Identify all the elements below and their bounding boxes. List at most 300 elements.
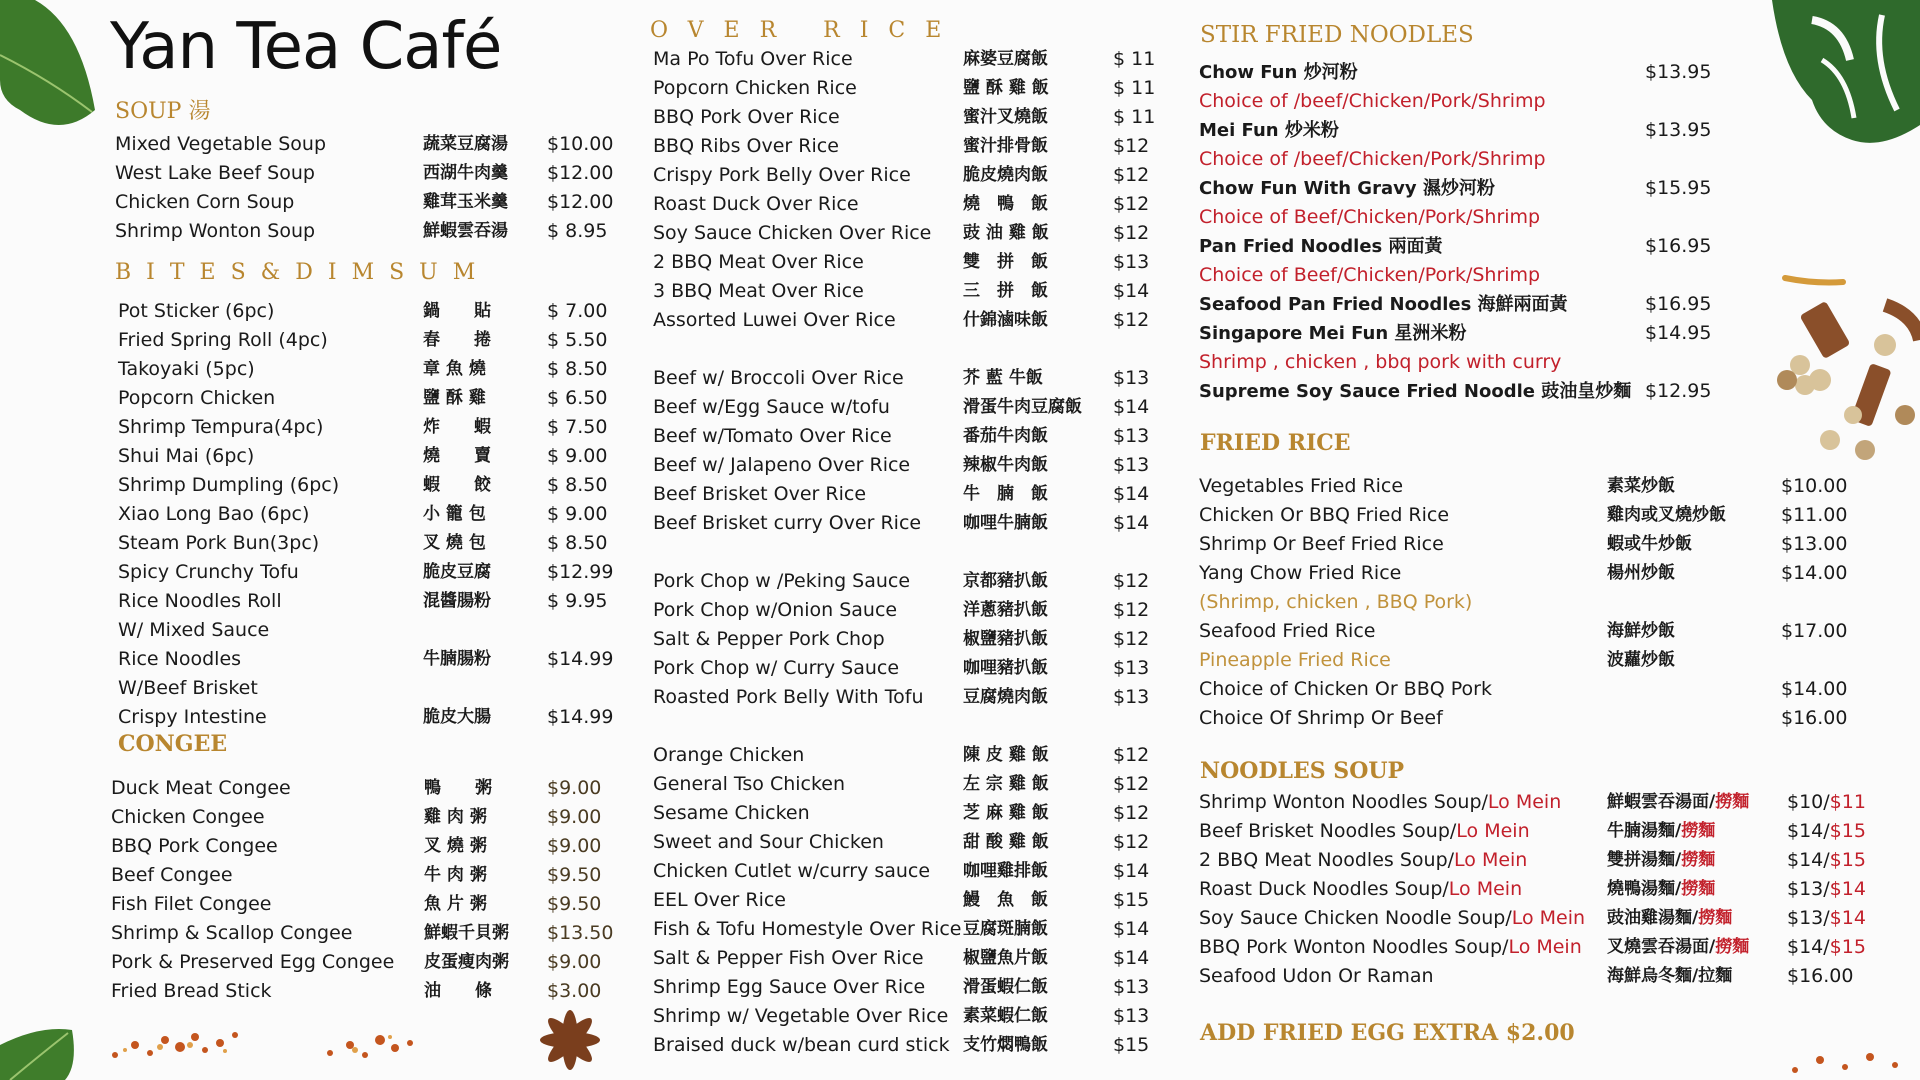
item-price: $13: [1113, 657, 1150, 679]
item-name: Beef Brisket Over Rice: [653, 483, 867, 505]
star-anise-icon: [530, 1000, 610, 1080]
item-name-lomein: Lo Mein: [1454, 849, 1528, 871]
item-chinese: 小 籠 包: [423, 504, 486, 524]
item-price: [1787, 962, 1853, 991]
item-price: $14.99: [547, 706, 614, 728]
menu-item: [653, 422, 1173, 451]
price-lomein: $15: [1829, 849, 1866, 871]
item-price: [1787, 933, 1866, 962]
menu-item: [118, 587, 618, 616]
item-chinese: 雙 拼 飯: [963, 252, 1048, 272]
menu-item: [118, 413, 618, 442]
item-name: Sesame Chicken: [653, 802, 810, 824]
item-name: Beef w/Tomato Over Rice: [653, 425, 892, 447]
item-price: $9.00: [547, 777, 602, 799]
menu-item: [1199, 675, 1848, 704]
item-name-soup: BBQ Pork Wonton Noodles Soup/: [1199, 936, 1509, 958]
item-note: [1199, 261, 1719, 290]
item-price: $3.00: [547, 980, 602, 1002]
price-soup: $14/: [1787, 849, 1830, 871]
menu-item: [653, 45, 1173, 74]
menu-item: [111, 774, 621, 803]
item-name: [1199, 962, 1434, 991]
item-name: Shui Mai (6pc): [118, 445, 255, 467]
item-price: $14: [1113, 396, 1150, 418]
item-price: $12: [1113, 773, 1150, 795]
menu-item: [1199, 290, 1719, 319]
price-soup: $16.00: [1787, 965, 1854, 987]
item-name: Crispy Intestine: [118, 706, 267, 728]
item-chinese-lomein: 撈麵: [1715, 937, 1750, 957]
item-chinese-lomein: 撈麵: [1698, 908, 1733, 928]
item-name: Pot Sticker (6pc): [118, 300, 275, 322]
item-chinese: 洋蔥豬扒飯: [963, 600, 1048, 620]
item-name: Assorted Luwei Over Rice: [653, 309, 896, 331]
item-price: $ 7.00: [547, 300, 608, 322]
item-name: Sweet and Sour Chicken: [653, 831, 884, 853]
item-price: $16.95: [1645, 235, 1712, 257]
item-name: Ma Po Tofu Over Rice: [653, 48, 853, 70]
item-name: [1199, 817, 1530, 846]
item-chinese: 皮蛋瘦肉粥: [424, 952, 509, 972]
menu-item: [653, 509, 1173, 538]
item-price: $12.00: [547, 162, 614, 184]
item-price: $ 11: [1113, 48, 1156, 70]
item-name: Yang Chow Fried Rice: [1199, 562, 1402, 584]
menu-item: [118, 297, 618, 326]
item-price: $14.99: [547, 648, 614, 670]
menu-item: [653, 190, 1173, 219]
item-chinese: 波蘿炒飯: [1607, 650, 1675, 670]
item-price: $ 11: [1113, 106, 1156, 128]
item-chinese: 蝦 餃: [423, 475, 491, 495]
item-chinese: 鴨 粥: [424, 778, 492, 798]
item-chinese: 滑蛋蝦仁飯: [963, 977, 1048, 997]
item-chinese-soup: 叉燒雲吞湯面/: [1607, 937, 1716, 957]
item-name: (Shrimp, chicken , BBQ Pork): [1199, 591, 1473, 613]
item-price: $9.00: [547, 806, 602, 828]
item-name: Spicy Crunchy Tofu: [118, 561, 299, 583]
price-lomein: $11: [1829, 791, 1866, 813]
item-chinese: 豉 油 雞 飯: [963, 223, 1049, 243]
item-chinese: [1607, 846, 1715, 875]
menu-item: [1199, 588, 1819, 617]
item-price: $12: [1113, 193, 1150, 215]
fried-egg-note: ADD FRIED EGG EXTRA $2.00: [1200, 1020, 1575, 1046]
item-price: $12: [1113, 744, 1150, 766]
menu-item: [115, 217, 615, 246]
item-name: [1199, 788, 1561, 817]
item-chinese: 蜜汁排骨飯: [963, 136, 1048, 156]
item-price: $14: [1113, 280, 1150, 302]
item-chinese: [1607, 817, 1715, 846]
item-chinese: 滑蛋牛肉豆腐飯: [963, 397, 1082, 417]
item-price: $ 8.95: [547, 220, 608, 242]
menu-item: [653, 886, 1173, 915]
item-price: $14: [1113, 512, 1150, 534]
menu-item: [653, 770, 1173, 799]
item-name: [1199, 846, 1527, 875]
menu-item: [118, 616, 618, 645]
item-price: $9.50: [547, 893, 602, 915]
item-name: [1199, 904, 1585, 933]
item-price: $9.00: [547, 835, 602, 857]
price-soup: $10/: [1787, 791, 1830, 813]
item-name: Seafood Pan Fried Noodles 海鮮兩面黃: [1199, 294, 1568, 315]
item-chinese: 混醬腸粉: [423, 591, 491, 611]
menu-item: [1199, 58, 1719, 87]
item-price: $10.00: [547, 133, 614, 155]
item-name: Chow Fun 炒河粉: [1199, 62, 1358, 83]
item-price: $9.00: [547, 951, 602, 973]
item-name: Fish & Tofu Homestyle Over Rice: [653, 918, 962, 940]
menu-item: [653, 741, 1173, 770]
item-chinese: 雞茸玉米羹: [423, 192, 508, 212]
price-lomein: $15: [1829, 820, 1866, 842]
item-chinese: 麻婆豆腐飯: [963, 49, 1048, 69]
item-chinese: 鹽 酥 雞: [423, 388, 486, 408]
menu-item: [653, 915, 1173, 944]
item-name: Salt & Pepper Pork Chop: [653, 628, 885, 650]
item-name: Seafood Fried Rice: [1199, 620, 1376, 642]
item-name: West Lake Beef Soup: [115, 162, 315, 184]
menu-item: [653, 306, 1173, 335]
item-price: $12: [1113, 599, 1150, 621]
item-chinese: 牛 腩 飯: [963, 484, 1048, 504]
menu-item: [653, 393, 1173, 422]
item-name: BBQ Pork Congee: [111, 835, 278, 857]
item-name: Pork & Preserved Egg Congee: [111, 951, 395, 973]
section-heading-fried-rice: FRIED RICE: [1200, 430, 1351, 456]
item-chinese: 牛 肉 粥: [424, 865, 487, 885]
item-chinese: 支竹燜鴨飯: [963, 1035, 1048, 1055]
section-heading-congee: CONGEE: [118, 731, 228, 757]
item-price: $14.00: [1781, 562, 1848, 584]
item-chinese: 燒 賣: [423, 446, 491, 466]
menu-item: [653, 277, 1173, 306]
item-chinese-lomein: 撈麵: [1681, 821, 1716, 841]
menu-item: [653, 132, 1173, 161]
item-chinese: 西湖牛肉羹: [423, 163, 508, 183]
item-name-soup: Beef Brisket Noodles Soup/: [1199, 820, 1457, 842]
item-chinese: 鰻 魚 飯: [963, 890, 1048, 910]
item-chinese: 海鮮炒飯: [1607, 621, 1675, 641]
item-name: Rice Noodles Roll: [118, 590, 282, 612]
menu-item: [653, 1002, 1173, 1031]
menu-item: [653, 74, 1173, 103]
item-name: Xiao Long Bao (6pc): [118, 503, 310, 525]
item-name: Chicken Or BBQ Fried Rice: [1199, 504, 1450, 526]
item-name: Beef w/Egg Sauce w/tofu: [653, 396, 890, 418]
item-options: Choice of Beef/Chicken/Pork/Shrimp: [1199, 206, 1541, 228]
price-lomein: $15: [1829, 936, 1866, 958]
item-name: Beef Brisket curry Over Rice: [653, 512, 922, 534]
item-chinese: 芥 藍 牛飯: [963, 368, 1043, 388]
item-name: Fish Filet Congee: [111, 893, 272, 915]
item-chinese-soup: 鮮蝦雲吞湯面/: [1607, 792, 1716, 812]
item-chinese: 椒鹽豬扒飯: [963, 629, 1048, 649]
item-chinese: 鹽 酥 雞 飯: [963, 78, 1049, 98]
menu-item: [653, 451, 1173, 480]
item-name: Chow Fun With Gravy 濕炒河粉: [1199, 178, 1495, 199]
menu-item: [653, 161, 1173, 190]
menu-item: [653, 828, 1173, 857]
item-chinese: 豆腐燒肉飯: [963, 687, 1048, 707]
item-name: Soy Sauce Chicken Over Rice: [653, 222, 932, 244]
item-price: $13.00: [1781, 533, 1848, 555]
item-price: $15: [1113, 889, 1150, 911]
item-name: Beef w/ Jalapeno Over Rice: [653, 454, 911, 476]
menu-item: [115, 188, 615, 217]
item-price: $ 7.50: [547, 416, 608, 438]
item-price: $10.00: [1781, 475, 1848, 497]
item-price: $13: [1113, 976, 1150, 998]
item-price: [1787, 846, 1866, 875]
item-chinese-soup: 燒鴨湯麵/: [1607, 879, 1682, 899]
menu-item: [653, 625, 1173, 654]
section-heading-soup: SOUP 湯: [115, 99, 211, 124]
item-name: Fried Spring Roll (4pc): [118, 329, 328, 351]
price-lomein: $14: [1829, 907, 1866, 929]
item-name: Singapore Mei Fun 星洲米粉: [1199, 323, 1467, 344]
price-soup: $13/: [1787, 907, 1830, 929]
menu-item: [653, 103, 1173, 132]
item-price: $12.00: [547, 191, 614, 213]
item-chinese: 咖哩雞排飯: [963, 861, 1048, 881]
item-price: $13.50: [547, 922, 614, 944]
item-price: $13.95: [1645, 119, 1712, 141]
menu-item: [1199, 501, 1848, 530]
menu-item: [1199, 530, 1848, 559]
item-chinese: 什錦滷味飯: [963, 310, 1048, 330]
chili-flakes-right-icon: [1775, 1045, 1920, 1080]
menu-item: [653, 480, 1173, 509]
item-name: Pork Chop w/ Curry Sauce: [653, 657, 900, 679]
item-name-lomein: Lo Mein: [1448, 878, 1523, 900]
item-price: $14.95: [1645, 322, 1712, 344]
item-chinese-soup: 海鮮烏冬麵/拉麵: [1607, 966, 1733, 986]
price-lomein: $14: [1829, 878, 1866, 900]
item-price: $11.00: [1781, 504, 1848, 526]
item-price: $13: [1113, 686, 1150, 708]
item-name: Popcorn Chicken: [118, 387, 276, 409]
item-chinese: 脆皮燒肉飯: [963, 165, 1048, 185]
section-heading-bites: BITES&DIMSUM: [115, 260, 491, 285]
item-chinese: 章 魚 燒: [423, 359, 486, 379]
item-price: $ 8.50: [547, 474, 608, 496]
item-chinese: 甜 酸 雞 飯: [963, 832, 1049, 852]
item-name: BBQ Ribs Over Rice: [653, 135, 839, 157]
item-price: $12: [1113, 628, 1150, 650]
menu-item: [1199, 646, 1819, 675]
item-price: $9.50: [547, 864, 602, 886]
item-price: $13.95: [1645, 61, 1712, 83]
menu-item: [1199, 788, 1919, 817]
item-note: [1199, 203, 1719, 232]
item-chinese: 京都豬扒飯: [963, 571, 1048, 591]
item-chinese: 叉 燒 粥: [424, 836, 487, 856]
item-chinese: 鮮蝦雲吞湯: [423, 221, 508, 241]
item-chinese-soup: 豉油雞湯麵/: [1607, 908, 1699, 928]
item-name-lomein: Lo Mein: [1508, 936, 1582, 958]
item-price: $12.99: [547, 561, 614, 583]
item-name-soup: 2 BBQ Meat Noodles Soup/: [1199, 849, 1455, 871]
item-name: W/Beef Brisket: [118, 677, 258, 699]
item-name: Fried Bread Stick: [111, 980, 272, 1002]
item-name: Choice of Chicken Or BBQ Pork: [1199, 678, 1492, 700]
item-chinese: 叉 燒 包: [423, 533, 486, 553]
item-name: Rice Noodles: [118, 648, 242, 670]
leaf-bottom-left-icon: [0, 1005, 75, 1080]
item-name: Braised duck w/bean curd stick: [653, 1034, 950, 1056]
item-chinese: 蜜汁叉燒飯: [963, 107, 1048, 127]
section-heading-stir-fried: STIR FRIED NOODLES: [1200, 22, 1474, 48]
menu-item: [118, 703, 618, 732]
menu-item: [653, 1031, 1173, 1060]
menu-item: [653, 944, 1173, 973]
leaf-top-left-icon: [0, 0, 100, 140]
item-price: $15: [1113, 1034, 1150, 1056]
spice-pile-icon: [1765, 270, 1920, 460]
item-price: [1787, 904, 1866, 933]
menu-item: [1199, 962, 1919, 991]
item-price: $12: [1113, 570, 1150, 592]
item-chinese: 番茄牛肉飯: [963, 426, 1048, 446]
menu-item: [653, 857, 1173, 886]
monstera-leaf-icon: [1762, 0, 1920, 145]
item-name: Beef Congee: [111, 864, 233, 886]
item-options: Choice of /beef/Chicken/Pork/Shrimp: [1199, 148, 1546, 170]
item-price: $13: [1113, 367, 1150, 389]
menu-item: [118, 384, 618, 413]
item-chinese: 牛腩腸粉: [423, 649, 491, 669]
item-name: Shrimp Or Beef Fried Rice: [1199, 533, 1444, 555]
item-name: Roasted Pork Belly With Tofu: [653, 686, 924, 708]
item-options: Shrimp , chicken , bbq pork with curry: [1199, 351, 1562, 373]
item-price: $12: [1113, 802, 1150, 824]
item-name-lomein: Lo Mein: [1511, 907, 1586, 929]
menu-item: [118, 645, 618, 674]
menu-item: [653, 364, 1173, 393]
item-name: [1199, 933, 1582, 962]
item-chinese: 油 條: [424, 981, 492, 1001]
item-chinese-lomein: 撈麵: [1681, 879, 1716, 899]
item-chinese: 楊州炒飯: [1607, 563, 1675, 583]
item-name: Mei Fun 炒米粉: [1199, 120, 1339, 141]
menu-item: [1199, 232, 1719, 261]
item-price: [1787, 788, 1866, 817]
item-chinese: 蝦或牛炒飯: [1607, 534, 1692, 554]
menu-item: [118, 558, 618, 587]
item-price: $ 11: [1113, 77, 1156, 99]
item-chinese: 燒 鴨 飯: [963, 194, 1048, 214]
menu-item: [111, 977, 621, 1006]
item-options: Choice of Beef/Chicken/Pork/Shrimp: [1199, 264, 1541, 286]
item-chinese: 素菜炒飯: [1607, 476, 1675, 496]
item-price: $ 9.00: [547, 503, 608, 525]
item-name: Salt & Pepper Fish Over Rice: [653, 947, 924, 969]
item-name: Shrimp Tempura(4pc): [118, 416, 324, 438]
item-chinese: 椒鹽魚片飯: [963, 948, 1048, 968]
item-name: [1199, 875, 1522, 904]
item-price: $16.00: [1781, 707, 1848, 729]
item-chinese: 豆腐斑腩飯: [963, 919, 1048, 939]
item-chinese-soup: 雙拼湯麵/: [1607, 850, 1682, 870]
item-chinese: 咖哩牛腩飯: [963, 513, 1048, 533]
section-heading-noodle-soup: NOODLES SOUP: [1200, 758, 1405, 784]
item-name: Chicken Congee: [111, 806, 265, 828]
menu-item: [1199, 904, 1919, 933]
menu-item: [115, 159, 615, 188]
menu-item: [1199, 933, 1919, 962]
item-price: $14: [1113, 918, 1150, 940]
item-name: Shrimp w/ Vegetable Over Rice: [653, 1005, 949, 1027]
menu-item: [118, 471, 618, 500]
menu-item: [1199, 617, 1848, 646]
menu-item: [118, 529, 618, 558]
price-soup: $13/: [1787, 878, 1830, 900]
item-chinese: 左 宗 雞 飯: [963, 774, 1049, 794]
item-name: Vegetables Fried Rice: [1199, 475, 1404, 497]
item-options: Choice of /beef/Chicken/Pork/Shrimp: [1199, 90, 1546, 112]
section-heading-over-rice: OVER RICE: [650, 18, 962, 43]
menu-item: [1199, 559, 1848, 588]
item-name: 3 BBQ Meat Over Rice: [653, 280, 864, 302]
item-name: Shrimp Dumpling (6pc): [118, 474, 340, 496]
item-name: General Tso Chicken: [653, 773, 846, 795]
item-chinese: 雞肉或叉燒炒飯: [1607, 505, 1726, 525]
item-chinese: [1607, 962, 1732, 991]
menu-item: [111, 861, 621, 890]
item-name: Pineapple Fried Rice: [1199, 649, 1391, 671]
item-note: [1199, 348, 1719, 377]
item-name-lomein: Lo Mein: [1487, 791, 1562, 813]
item-chinese: 蔬菜豆腐湯: [423, 134, 508, 154]
item-name: Orange Chicken: [653, 744, 805, 766]
item-name: Pan Fried Noodles 兩面黃: [1199, 236, 1443, 257]
menu-item: [111, 890, 621, 919]
item-name: Crispy Pork Belly Over Rice: [653, 164, 911, 186]
item-note: [1199, 87, 1719, 116]
item-name: Choice Of Shrimp Or Beef: [1199, 707, 1443, 729]
item-chinese: 雞 肉 粥: [424, 807, 487, 827]
item-chinese: [1607, 788, 1749, 817]
item-name: Steam Pork Bun(3pc): [118, 532, 320, 554]
restaurant-title: Yan Tea Café: [110, 10, 502, 84]
menu-item: [1199, 817, 1919, 846]
menu-item: [653, 248, 1173, 277]
price-soup: $14/: [1787, 936, 1830, 958]
item-price: $14.00: [1781, 678, 1848, 700]
item-chinese: 咖哩豬扒飯: [963, 658, 1048, 678]
item-name-soup: Shrimp Wonton Noodles Soup/: [1199, 791, 1488, 813]
item-price: $ 6.50: [547, 387, 608, 409]
item-price: $13: [1113, 454, 1150, 476]
menu-item: [1199, 704, 1848, 733]
menu-item: [653, 219, 1173, 248]
menu-item: [1199, 846, 1919, 875]
item-name: BBQ Pork Over Rice: [653, 106, 840, 128]
item-price: $15.95: [1645, 177, 1712, 199]
menu-item: [1199, 377, 1719, 406]
item-name: Mixed Vegetable Soup: [115, 133, 327, 155]
menu-item: [118, 674, 618, 703]
item-price: [1787, 817, 1866, 846]
item-chinese-lomein: 撈麵: [1715, 792, 1750, 812]
item-chinese: 魚 片 粥: [424, 894, 487, 914]
item-price: $ 5.50: [547, 329, 608, 351]
menu-item: [653, 799, 1173, 828]
